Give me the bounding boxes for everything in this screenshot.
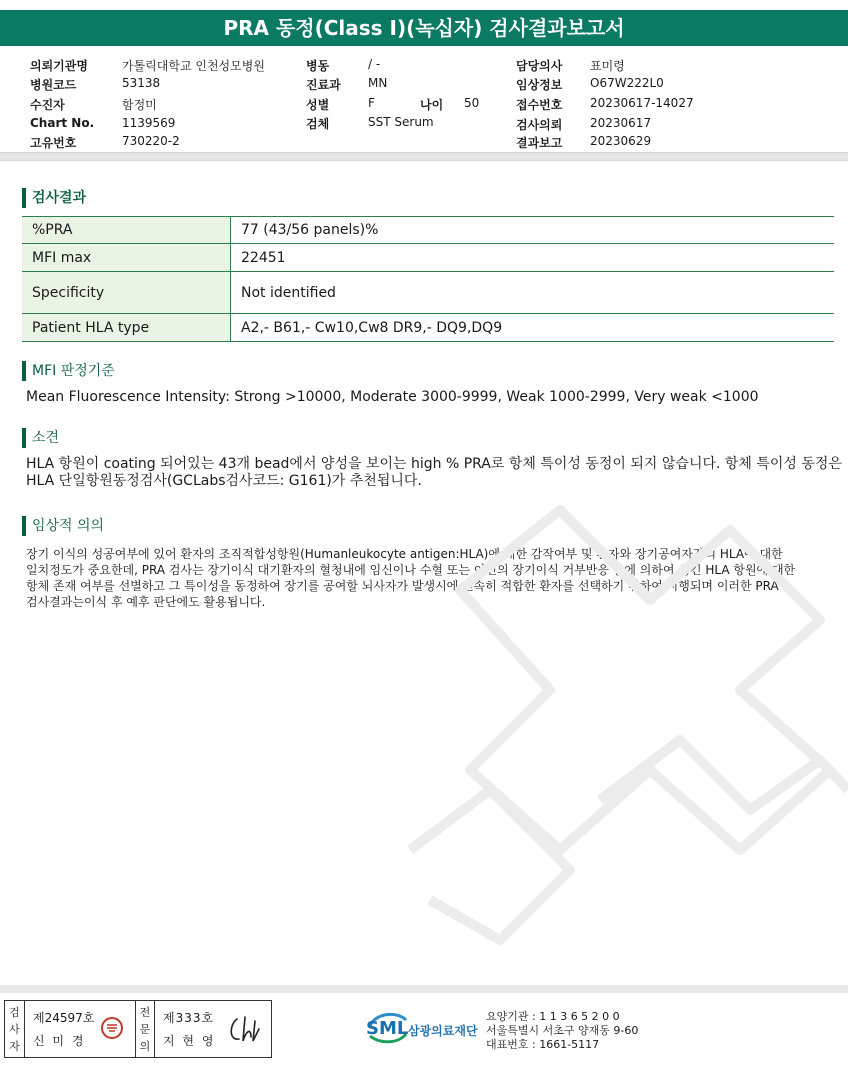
result-value: A2,- B61,- Cw10,Cw8 DR9,- DQ9,DQ9 xyxy=(231,314,835,342)
info-label: 고유번호 xyxy=(30,136,77,150)
address: 서울특별시 서초구 양재동 9-60 xyxy=(486,1024,639,1037)
separator xyxy=(0,152,848,161)
tester-label-char: 자 xyxy=(9,1040,20,1053)
section-result-heading: 검사결과 xyxy=(22,188,86,208)
info-label: 검체 xyxy=(306,117,330,131)
info-label: 의뢰기관명 xyxy=(30,59,88,73)
info-value: 53138 xyxy=(122,76,161,90)
info-label: 검사의뢰 xyxy=(516,118,563,132)
agency-code: 요양기관 : 1 1 3 6 5 2 0 0 xyxy=(486,1010,620,1023)
info-label: 임상정보 xyxy=(516,78,563,92)
result-key: Patient HLA type xyxy=(22,314,231,342)
section-clinical-heading: 임상적 의의 xyxy=(22,516,104,536)
doctor-label-char: 문 xyxy=(139,1023,151,1036)
table-row xyxy=(22,244,834,272)
info-value: 20230617-14027 xyxy=(590,96,694,110)
signature-box xyxy=(4,1000,272,1058)
footer-address-block xyxy=(486,1010,638,1052)
info-value: 730220-2 xyxy=(122,134,180,148)
doctor-license: 제333호 xyxy=(163,1011,215,1025)
info-value: F xyxy=(368,96,375,110)
info-label: 성별 xyxy=(306,98,330,112)
tester-label-char: 검 xyxy=(9,1006,20,1019)
table-row xyxy=(22,217,834,244)
info-value: 함정미 xyxy=(122,98,157,112)
info-value: 1139569 xyxy=(122,116,176,130)
result-key: Specificity xyxy=(22,272,231,314)
finding-line: HLA 단일항원동정검사(GCLabs검사코드: G161)가 추천됩니다. xyxy=(26,473,422,489)
clinical-line: 항체 존재 여부를 선별하고 그 특이성을 동정하여 장기를 공여할 뇌사자가 발생시에 신속히 적합한 환자를 선택하기 위하여 시행되며 이러한 PRA xyxy=(26,579,779,593)
signature-icon xyxy=(227,1011,263,1047)
info-label: Chart No. xyxy=(30,116,95,130)
result-key: MFI max xyxy=(22,244,231,272)
result-value: 77 (43/56 panels)% xyxy=(231,217,835,244)
info-label: 결과보고 xyxy=(516,136,563,150)
table-row xyxy=(22,314,834,342)
doctor-label-char: 의 xyxy=(139,1040,151,1053)
info-label: 병동 xyxy=(306,59,330,73)
doctor-label-char: 전 xyxy=(139,1006,151,1019)
mfi-criteria: Mean Fluorescence Intensity: Strong >10000, Moderate 3000-9999, Weak 1000-2999, Very weak <1000 xyxy=(26,389,759,405)
clinical-line: 검사결과는이식 후 예후 판단에도 활용됩니다. xyxy=(26,595,266,609)
finding-line: HLA 항원이 coating 되어있는 43개 bead에서 양성을 보이는 high % PRA로 항체 특이성 동정이 되지 않습니다. 항체 특이성 동정은 xyxy=(26,456,842,472)
result-table xyxy=(22,216,834,342)
info-label: 접수번호 xyxy=(516,98,563,112)
report-title: PRA 동정(Class I)(녹십자) 검사결과보고서 xyxy=(0,10,848,46)
age-value: 50 xyxy=(464,96,480,110)
clinical-line: 장기 이식의 성공여부에 있어 환자의 조직적합성항원(Humanleukocyte antigen:HLA)에 대한 감작여부 및 환자와 장기공여자간의 HLA에 대한 xyxy=(26,547,783,561)
section-mfi-heading: MFI 판정기준 xyxy=(22,361,115,381)
info-value: 표미령 xyxy=(590,59,625,73)
table-row xyxy=(22,272,834,314)
result-value: Not identified xyxy=(231,272,835,314)
result-key: %PRA xyxy=(22,217,231,244)
watermark-cross-icon xyxy=(400,470,848,990)
doctor-name: 지 현 영 xyxy=(163,1034,216,1048)
result-value: 22451 xyxy=(231,244,835,272)
info-value: / - xyxy=(368,57,381,71)
info-value: SST Serum xyxy=(368,115,434,129)
phone: 대표번호 : 1661-5117 xyxy=(486,1038,600,1051)
info-value: 20230617 xyxy=(590,116,652,130)
info-label: 수진자 xyxy=(30,98,65,112)
info-value: 20230629 xyxy=(590,134,652,148)
info-value: 가톨릭대학교 인천성모병원 xyxy=(122,59,265,73)
clinical-line: 일치정도가 중요한데, PRA 검사는 장기이식 대기환자의 혈청내에 임신이나 수혈 또는 이전의 장기이식 거부반응 등에 의하여 생긴 HLA 항원에 대한 xyxy=(26,563,796,577)
org-name: 삼광의료재단 xyxy=(408,1024,478,1038)
info-value: MN xyxy=(368,76,388,90)
tester-license: 제24597호 xyxy=(33,1011,95,1025)
info-label: 병원코드 xyxy=(30,78,77,92)
tester-label-char: 사 xyxy=(9,1023,20,1036)
info-value: O67W222L0 xyxy=(590,76,664,90)
section-finding-heading: 소견 xyxy=(22,428,59,448)
footer-separator xyxy=(0,985,848,993)
info-label: 담당의사 xyxy=(516,59,563,73)
age-label: 나이 xyxy=(420,98,444,112)
sml-logo-text: SML xyxy=(366,1018,409,1039)
info-label: 진료과 xyxy=(306,78,341,92)
tester-name: 신 미 경 xyxy=(33,1034,86,1048)
seal-icon xyxy=(101,1017,123,1039)
